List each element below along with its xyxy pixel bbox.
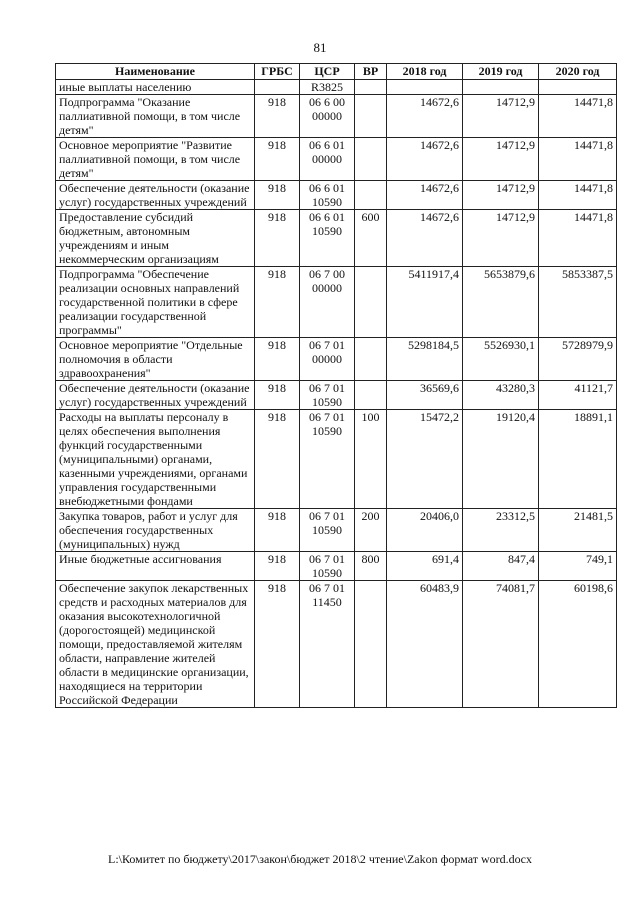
row-name: Обеспечение закупок лекарственных средств и расходных материалов для оказания высокотехнологичной (дорогостоящей) медицинской помощи, предоставляемой жителям области, направление жителей области в медицинские организации, находящиеся на территории Российской Федерации [56,581,255,708]
row-2020: 749,1 [539,552,617,581]
row-grbs: 918 [255,410,300,509]
row-name: Подпрограмма "Обеспечение реализации основных направлений государственной политики в сфере реализации государственной программы" [56,267,255,338]
row-grbs: 918 [255,181,300,210]
row-grbs: 918 [255,267,300,338]
row-vr: 800 [355,552,387,581]
row-2020: 41121,7 [539,381,617,410]
table-row [56,210,617,267]
row-grbs: 918 [255,552,300,581]
header-grbs: ГРБС [255,64,300,80]
header-2020: 2020 год [539,64,617,80]
row-csr: 06 7 01 10590 [300,509,355,552]
table-row [56,338,617,381]
row-vr [355,581,387,708]
row-2019: 847,4 [463,552,539,581]
row-2019: 74081,7 [463,581,539,708]
row-name: Подпрограмма "Оказание паллиативной помощи, в том числе детям" [56,95,255,138]
row-grbs: 918 [255,381,300,410]
row-2018: 691,4 [387,552,463,581]
row-2019: 5653879,6 [463,267,539,338]
header-csr: ЦСР [300,64,355,80]
row-2020: 14471,8 [539,181,617,210]
row-name: Иные бюджетные ассигнования [56,552,255,581]
budget-table [55,63,617,708]
row-csr: 06 6 01 10590 [300,181,355,210]
row-name: иные выплаты населению [56,80,255,95]
table-row [56,381,617,410]
row-2018: 14672,6 [387,95,463,138]
row-vr [355,95,387,138]
table-row [56,581,617,708]
row-2020: 5853387,5 [539,267,617,338]
row-name: Основное мероприятие "Развитие паллиативной помощи, в том числе детям" [56,138,255,181]
row-vr [355,138,387,181]
table-row [56,267,617,338]
row-2018: 14672,6 [387,138,463,181]
row-2020: 5728979,9 [539,338,617,381]
row-name: Основное мероприятие "Отдельные полномочия в области здравоохранения" [56,338,255,381]
header-name: Наименование [56,64,255,80]
row-grbs: 918 [255,210,300,267]
row-2019: 23312,5 [463,509,539,552]
row-csr: 06 7 01 10590 [300,381,355,410]
row-2020: 21481,5 [539,509,617,552]
row-csr: 06 7 01 10590 [300,552,355,581]
row-2019: 5526930,1 [463,338,539,381]
row-2019 [463,80,539,95]
row-grbs [255,80,300,95]
row-name: Закупка товаров, работ и услуг для обеспечения государственных (муниципальных) нужд [56,509,255,552]
row-2019: 19120,4 [463,410,539,509]
table-row [56,138,617,181]
row-2019: 14712,9 [463,95,539,138]
row-grbs: 918 [255,338,300,381]
row-vr [355,181,387,210]
header-vr: ВР [355,64,387,80]
table-row [56,181,617,210]
row-2018: 5411917,4 [387,267,463,338]
row-2020: 14471,8 [539,95,617,138]
table-row [56,80,617,95]
row-2018: 5298184,5 [387,338,463,381]
row-name: Предоставление субсидий бюджетным, автономным учреждениям и иным некоммерческим организациям [56,210,255,267]
table-row [56,509,617,552]
row-2019: 14712,9 [463,210,539,267]
row-2019: 43280,3 [463,381,539,410]
row-vr: 200 [355,509,387,552]
row-2018: 60483,9 [387,581,463,708]
row-2020: 14471,8 [539,138,617,181]
row-2018: 14672,6 [387,181,463,210]
row-csr: 06 7 00 00000 [300,267,355,338]
row-vr [355,80,387,95]
row-name: Обеспечение деятельности (оказание услуг) государственных учреждений [56,181,255,210]
row-vr [355,381,387,410]
row-2018 [387,80,463,95]
row-vr [355,267,387,338]
row-csr: 06 7 01 11450 [300,581,355,708]
row-2020: 18891,1 [539,410,617,509]
row-2018: 36569,6 [387,381,463,410]
header-2018: 2018 год [387,64,463,80]
row-grbs: 918 [255,581,300,708]
table-header-row [56,64,617,80]
file-path-footer: L:\Комитет по бюджету\2017\закон\бюджет 2018\2 чтение\Zakon формат word.docx [108,852,532,866]
row-2020: 60198,6 [539,581,617,708]
row-csr: 06 6 00 00000 [300,95,355,138]
row-csr: 06 6 01 00000 [300,138,355,181]
row-csr: R3825 [300,80,355,95]
row-grbs: 918 [255,509,300,552]
row-2020 [539,80,617,95]
row-2018: 14672,6 [387,210,463,267]
row-2020: 14471,8 [539,210,617,267]
page-number: 81 [313,40,327,55]
row-vr: 100 [355,410,387,509]
row-name: Расходы на выплаты персоналу в целях обеспечения выполнения функций государственными (муниципальными) органами, казенными учреждениями, органами управления государственными внебюджетными фондами [56,410,255,509]
row-csr: 06 7 01 10590 [300,410,355,509]
row-grbs: 918 [255,95,300,138]
row-name: Обеспечение деятельности (оказание услуг) государственных учреждений [56,381,255,410]
row-vr [355,338,387,381]
table-row [56,410,617,509]
row-2018: 20406,0 [387,509,463,552]
row-csr: 06 7 01 00000 [300,338,355,381]
table-row [56,95,617,138]
row-csr: 06 6 01 10590 [300,210,355,267]
header-2019: 2019 год [463,64,539,80]
row-2019: 14712,9 [463,138,539,181]
row-grbs: 918 [255,138,300,181]
row-2018: 15472,2 [387,410,463,509]
row-2019: 14712,9 [463,181,539,210]
table-row [56,552,617,581]
row-vr: 600 [355,210,387,267]
